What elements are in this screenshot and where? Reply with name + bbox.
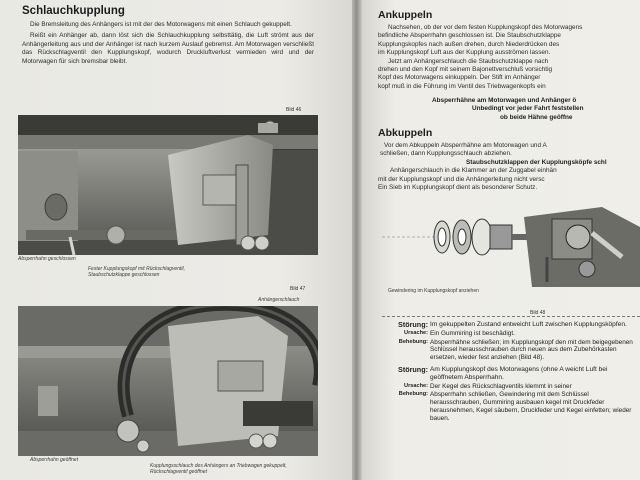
figure-46-photo — [18, 115, 318, 255]
figure-46-caption-left: Absperrhahn geschlossen — [18, 256, 76, 262]
abkuppeln-body — [378, 142, 640, 192]
troubleshooting-row — [376, 330, 640, 339]
abkuppeln-heading: Abkuppeln — [378, 127, 433, 139]
troubleshooting-row — [376, 363, 640, 383]
book-gutter — [352, 0, 362, 480]
text-line: kopf muß in die Führung im Ventil des Triebwagenkopfs ein — [378, 82, 546, 90]
text-line: im Kupplungskopf Luft aus der Kupplung ausströmen lassen. — [378, 49, 551, 57]
troubleshooting-table — [376, 321, 640, 424]
figure-48-caption: Gewindering im Kupplungskopf anziehen — [388, 288, 479, 294]
left-page-body — [22, 21, 314, 66]
text-line: Nachsehen, ob der vor dem festen Kupplungskopf des Motorwagens — [388, 24, 583, 31]
row-text: Am Kupplungskopf des Motorwagens (ohne A weicht Luft bei geöffnetem Absperrhahn. — [430, 365, 608, 381]
text-line: befindliche Absperrhahn geschlossen ist. Die Staubschutzklappe — [378, 32, 561, 40]
troubleshooting-row — [376, 339, 640, 363]
figure-47-photo — [18, 306, 318, 456]
row-text: Ein Gummiring ist beschädigt. — [430, 329, 515, 337]
text-line: Vor dem Abkuppeln Absperrhähne am Motorwagen und A — [384, 142, 547, 149]
text-line: Jetzt am Anhängerschlauch die Staubschutzklappe nach — [388, 57, 549, 65]
row-text: Der Kegel des Rückschlagventils klemmt in seiner — [430, 382, 572, 390]
row-text: Absperrhahn schließen, Gewindering mit dem Schlüssel herausschrauben, Gummiring ausbauen kegel mit Druckfeder herausnehmen, Kegel säubern, Druckfeder und Kegel einfetten; wieder bauen. — [430, 391, 632, 422]
figure-47-caption-top: Anhängerschlauch — [258, 297, 300, 303]
ankuppeln-heading: Ankuppeln — [378, 9, 433, 21]
row-label: Behebung: — [398, 391, 428, 398]
text-line: Anhängerschlauch in die Klammer an der Zuggabel einhän — [390, 167, 557, 175]
figure-label: Bild 46 — [286, 107, 302, 113]
note-line: Unbedingt vor jeder Fahrt feststellen — [472, 105, 584, 113]
row-label: Behebung: — [398, 338, 428, 345]
note-line: ob beide Hähne geöffne — [500, 113, 573, 121]
divider — [382, 316, 640, 317]
figure-48 — [382, 207, 640, 287]
right-page — [362, 0, 640, 480]
row-label: Ursache: — [404, 382, 428, 389]
figure-label: Bild 48 — [530, 310, 546, 316]
troubleshooting-row — [376, 321, 640, 330]
abkuppeln-subheading: Staubschutzklappen der Kupplungsköpfe schl — [466, 158, 607, 166]
row-label: Störung: — [398, 364, 428, 374]
note-line: Absperrhähne am Motorwagen und Anhänger ö — [432, 97, 577, 104]
ankuppeln-note — [412, 97, 640, 122]
row-text: Im gekuppelten Zustand entweicht Luft zwischen Kupplungsköpfen. — [430, 321, 627, 328]
troubleshooting-row — [376, 383, 640, 392]
text-line: drehen und den Kopf mit seinem Bajonettverschluß vorsichtig — [378, 66, 553, 74]
figure-47-caption-left: Absperrhahn geöffnet — [30, 457, 79, 463]
text-line: Ein Sieb im Kupplungskopf dient als besonderer Schutz. — [378, 184, 538, 192]
text-line: mit der Kupplungskopf und die Anhängerleitung nicht versc — [378, 175, 545, 183]
row-label: Störung: — [398, 320, 428, 329]
paragraph: Die Bremsleitung des Anhängers ist mit der des Motorwagens mit einen Schlauch gekuppelt. — [30, 21, 292, 28]
left-page-heading: Schlauchkupplung — [22, 5, 125, 17]
text-line: Kopf des Motorwagens einkuppeln. Der Stift im Anhänger — [378, 74, 541, 82]
row-text: Absperrhähne schließen; im Kupplungskopf den mit dem beigegebenen Schlüssel herausschrauben durch neuen aus dem Zubehörkasten ersetzen, wieder fest anziehen (Bild 48). — [430, 338, 633, 362]
coupled-hose-illustration — [18, 306, 318, 456]
text-line: schließen, dann Kupplungsschlauch abziehen. — [380, 150, 512, 158]
figure-46-caption-center: Fester Kupplungskopf mit Rückschlagventil, Staubschutzklappe geschlossen — [88, 266, 185, 278]
text-line: Kupplungskopfes nach außen drehen, durch Niederdrücken des — [378, 40, 560, 48]
threaded-ring-illustration — [382, 207, 640, 287]
coupling-head-closed-illustration — [18, 115, 318, 255]
paragraph: Reißt ein Anhänger ab, dann löst sich die Schlauchkupplung selbsttätig, die Luft strömt aus der Anhängerleitung aus und der Anhänger ist nach kurzem Auslauf gebremst. Am Motorwagen verschließt das Rückschlagventil den Kupplungskopf, wodurch Druckluftverlust vermieden wird und der Motorwagen für sich bremsbar bleibt. — [22, 32, 314, 65]
figure-label: Bild 47 — [290, 286, 306, 292]
ankuppeln-body — [378, 24, 640, 91]
row-label: Ursache: — [404, 329, 428, 336]
figure-47-caption-bottom: Kupplungsschlauch des Anhängers an Triebwagen gekuppelt, Rückschlagventil geöffnet — [150, 463, 287, 475]
troubleshooting-row — [376, 391, 640, 423]
